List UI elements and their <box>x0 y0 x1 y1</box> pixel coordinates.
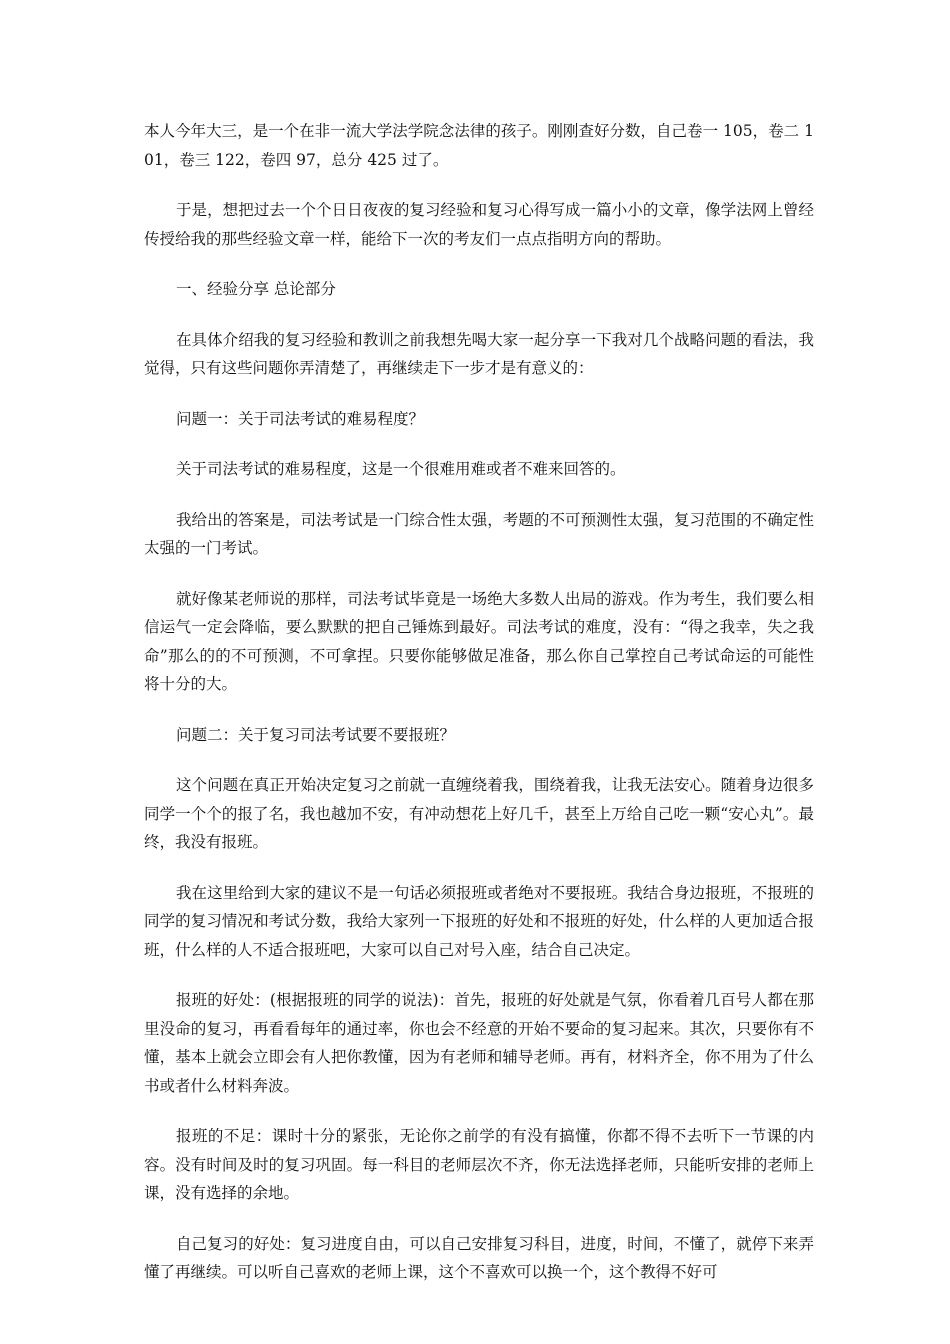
paragraph-advice: 我在这里给到大家的建议不是一句话必须报班或者绝对不要报班。我结合身边报班，不报班的同学的复习情况和考试分数，我给大家列一下报班的好处和不报班的好处，什么样的人更加适合报班，什么样的人不适合报班吧，大家可以自己对号入座，结合自己决定。 <box>144 883 814 959</box>
paragraph-strategy-intro: 在具体介绍我的复习经验和教训之前我想先喝大家一起分享一下我对几个战略问题的看法，我觉得，只有这些问题你弄清楚了，再继续走下一步才是有意义的： <box>144 330 814 377</box>
section-heading-general: 一、经验分享 总论部分 <box>176 280 336 298</box>
paragraph-class-drawbacks: 报班的不足：课时十分的紧张，无论你之前学的有没有搞懂，你都不得不去听下一节课的内容。没有时间及时的复习巩固。每一科目的老师层次不齐，你无法选择老师，只能听安排的老师上课，没有选择的余地。 <box>144 1127 814 1202</box>
question-one-heading: 问题一：关于司法考试的难易程度？ <box>176 409 425 428</box>
question-two-heading: 问题二：关于复习司法考试要不要报班？ <box>176 725 456 744</box>
paragraph-intro: 本人今年大三，是一个在非一流大学法学院念法律的孩子。刚刚查好分数，自己卷一 105，卷二 101，卷三 122，卷四 97，总分 425 过了。 <box>144 122 814 169</box>
paragraph-answer: 我给出的答案是，司法考试是一门综合性太强，考题的不可预测性太强，复习范围的不确定性太强的一门考试。 <box>144 510 814 557</box>
paragraph-class-benefits: 报班的好处：(根据报班的同学的说法)：首先，报班的好处就是气氛，你看着几百号人都在那里没命的复习，再看看每年的通过率，你也会不经意的开始不要命的复习起来。其次，只要你有不懂，基本上就会立即会有人把你教懂，因为有老师和辅导老师。再有，材料齐全，你不用为了什么书或者什么材料奔波。 <box>144 991 814 1095</box>
paragraph-self-study-benefits: 自己复习的好处：复习进度自由，可以自己安排复习科目，进度，时间，不懂了，就停下来弄懂了再继续。可以听自己喜欢的老师上课，这个不喜欢可以换一个，这个教得不好可 <box>144 1234 814 1281</box>
paragraph-class-dilemma: 这个问题在真正开始决定复习之前就一直缠绕着我，围绕着我，让我无法安心。随着身边很多同学一个个的报了名，我也越加不安，有冲动想花上好几千，甚至上万给自己吃一颗“安心丸”。最终，我没有报班。 <box>144 776 814 851</box>
paragraph-difficulty: 关于司法考试的难易程度，这是一个很难用难或者不难来回答的。 <box>176 460 626 478</box>
document-body <box>144 117 814 1309</box>
paragraph-purpose: 于是，想把过去一个个日日夜夜的复习经验和复习心得写成一篇小小的文章，像学法网上曾经传授给我的那些经验文章一样，能给下一次的考友们一点点指明方向的帮助。 <box>144 201 814 248</box>
paragraph-teacher-quote: 就好像某老师说的那样，司法考试毕竟是一场绝大多数人出局的游戏。作为考生，我们要么相信运气一定会降临，要么默默的把自己锤炼到最好。司法考试的难度，没有：“得之我幸，失之我命”那么的的不可预测，不可拿捏。只要你能够做足准备，那么你自己掌控自己考试命运的可能性将十分的大。 <box>144 589 814 693</box>
